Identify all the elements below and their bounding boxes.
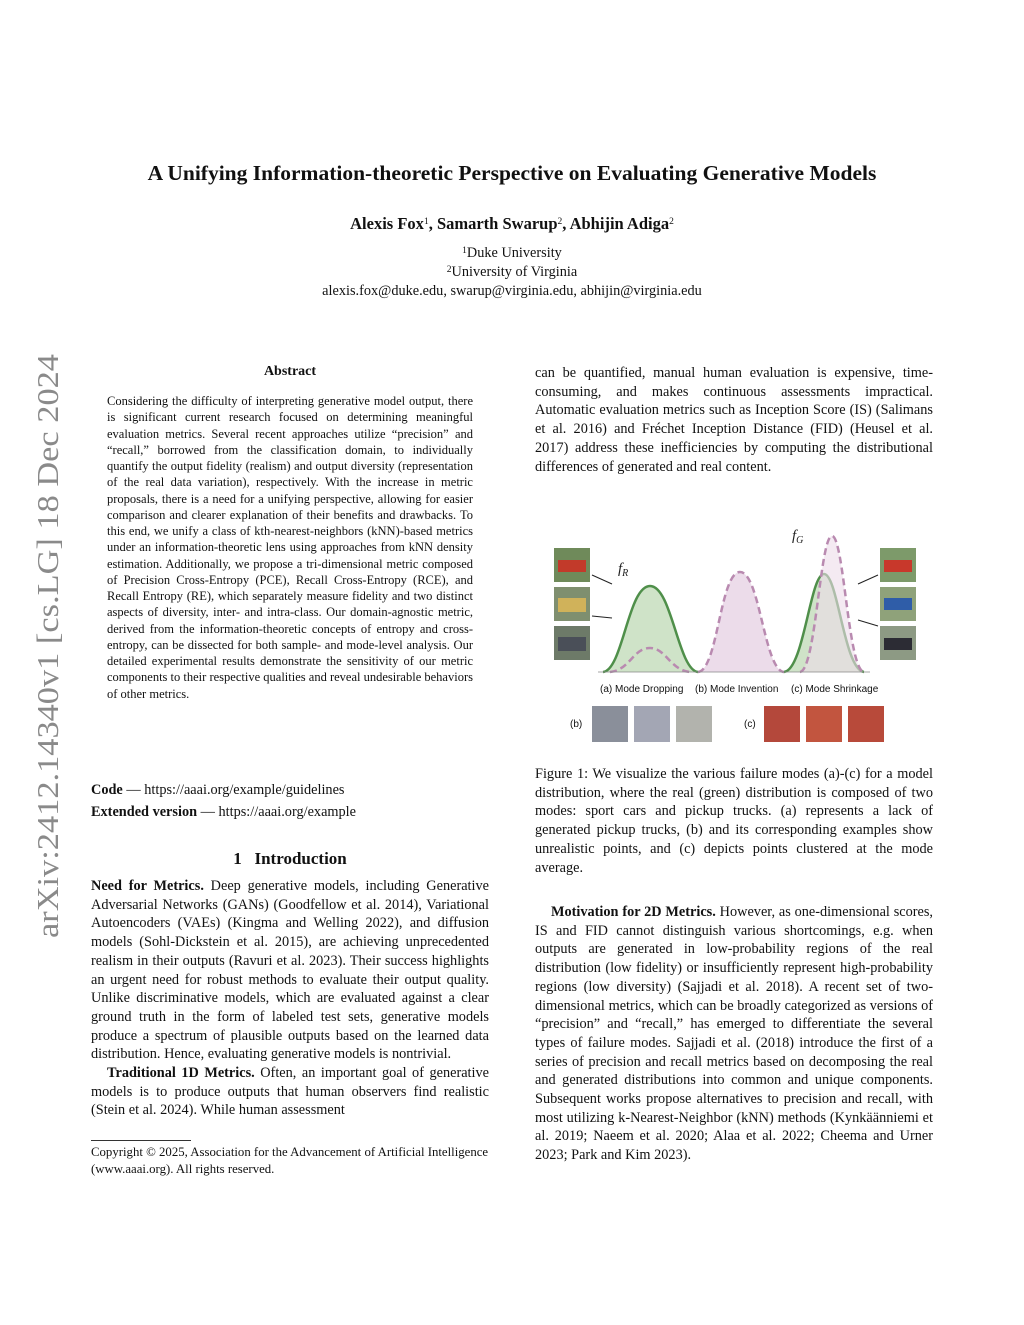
paragraph-text: Deep generative models, including Generative Adversarial Networks (GANs) (Goodfellow et al. 2014), Variational Autoencoders (VAEs) (Kingma and Welling 2022), and diffusion models (Sohl-Dickstein et al. 2015), are achieving unprecedented realism in their outputs (Ravuri et al. 2023). Their success highlights an urgent need for robust methods to evaluate their output quality. Unlike discriminative models, which are evaluated against a clear ground truth in the form of labeled test sets, generative models produce a spectrum of plausible outputs based on the learned data distribution. Hence, evaluating generative models is nontrivial. bbox=[91, 878, 489, 1063]
generated-distribution-fill bbox=[698, 572, 784, 672]
code-url-link[interactable]: https://aaai.org/example/guidelines bbox=[144, 782, 345, 798]
figure-failure-modes bbox=[548, 520, 918, 750]
affil-name: University of Virginia bbox=[451, 264, 578, 280]
real-distribution-fill bbox=[603, 586, 698, 672]
copyright-notice: Copyright © 2025, Association for the Advancement of Artificial Intelligence (www.aaai.org). All rights reserved. bbox=[91, 1145, 489, 1176]
example-image bbox=[764, 706, 800, 742]
thumbnail-image bbox=[558, 560, 586, 572]
real-density-label: $f_R$ bbox=[618, 561, 629, 579]
author-name: Samarth Swarup bbox=[436, 214, 558, 233]
link-separator: — bbox=[197, 804, 219, 820]
paragraph-heading: Motivation for 2D Metrics. bbox=[551, 904, 716, 920]
footnote-divider bbox=[91, 1140, 191, 1141]
example-row-label: (c) bbox=[744, 719, 756, 730]
author-name: Alexis Fox bbox=[350, 214, 424, 233]
extended-version-row bbox=[91, 803, 489, 822]
paragraph-traditional-metrics bbox=[91, 1064, 489, 1120]
example-image bbox=[634, 706, 670, 742]
paragraph-text: However, as one-dimensional scores, IS and FID cannot distinguish various shortcomings, e.g. when outputs are generated in low-probability regions of the real distribution (low fidelity) or insufficiently represent high-probability regions (low diversity) (Sajjadi et al. 2018). A recent set of two-dimensional metrics, which can be broadly categorized as versions of “precision” and “recall,” has emerged to differentiate the several types of failure modes. Sajjadi et al. (2018) introduce the first of a series of precision and recall metrics based on decomposing the real and generated distributions into common and unique components. Subsequent works propose alternatives to precision and recall, with most utilizing k-Nearest-Neighbor (kNN) methods (Kynkäänniemi et al. 2019; Naeem et al. 2020; Alaa et al. 2022; Cheema and Urner 2023; Park and Kim 2023). bbox=[535, 904, 934, 1164]
author-affil-mark: 1 bbox=[423, 217, 429, 227]
paragraph-motivation bbox=[535, 903, 933, 1165]
example-image bbox=[806, 706, 842, 742]
extended-version-link[interactable]: https://aaai.org/example bbox=[218, 804, 357, 820]
section-title: Introduction bbox=[254, 849, 347, 868]
thumbnail-image bbox=[884, 560, 912, 572]
paper-title: A Unifying Information-theoretic Perspective on Evaluating Generative Models bbox=[147, 161, 877, 185]
pointer-line bbox=[592, 616, 612, 618]
paragraph-need-for-metrics bbox=[91, 877, 489, 1064]
extended-version-label: Extended version bbox=[91, 804, 198, 820]
pointer-line bbox=[592, 575, 612, 584]
author-list: Alexis Fox$^1$, Samarth Swarup$^2$, Abhijin Adiga$^2$ bbox=[350, 214, 674, 233]
affiliation-1 bbox=[60, 244, 964, 263]
paragraph-text: Often, an important goal of generative models is to produce outputs that human observers find realistic (Stein et al. 2024). While human assessment bbox=[91, 1065, 490, 1119]
pointer-line bbox=[858, 620, 878, 626]
thumbnail-image bbox=[558, 637, 586, 651]
author-affil-mark: 2 bbox=[557, 217, 563, 227]
link-separator: — bbox=[122, 782, 145, 798]
thumbnail-image bbox=[884, 598, 912, 610]
thumbnail-image bbox=[558, 598, 586, 612]
example-image bbox=[676, 706, 712, 742]
affil-name: Duke University bbox=[466, 245, 562, 261]
section-number: 1 bbox=[233, 849, 242, 868]
author-name: Abhijin Adiga bbox=[569, 214, 670, 233]
thumbnail-image bbox=[884, 638, 912, 650]
author-affil-mark: 2 bbox=[669, 217, 674, 227]
arxiv-stamp bbox=[24, 350, 69, 940]
code-link-row bbox=[91, 781, 489, 800]
introduction-continuation: can be quantified, manual human evaluation is expensive, time-consuming, and makes continuous assessments impractical. Automatic evaluation metrics such as Inception Score (IS) (Salimans et al. 2016) and Fréchet Inception Distance (FID) (Heusel et al. 2017) address these inefficiencies by computing the distributional differences of generated and real content. bbox=[535, 365, 933, 475]
abstract-body: Considering the difficulty of interpreting generative model output, there is significant current research focused on determining meaningful evaluation metrics. Several recent approaches utilize “precision” and “recall,” borrowed from the classification domain, to individually quantify the output fidelity (realism) and output diversity (representation of the real data variation), respectively. With the increase in metric proposals, there is a need for a unifying perspective, allowing for easier comparison and clearer explanation of their benefits and drawbacks. To this end, we unify a class of kth-nearest-neighbors (kNN)-based metrics under an information-theoretic lens using approaches from kNN density estimation. Additionally, we propose a tri-dimensional metric composed of Precision Cross-Entropy (PCE), Recall Cross-Entropy (RCE), and Recall Entropy (RE), which separately measure fidelity and two distinct aspects of diversity, inter- and intra-class. Our domain-agnostic metric, derived from the information-theoretic concepts of entropy and cross-entropy, can be dissected for both sample- and mode-level analysis. Our detailed experimental results demonstrate the sensitivity of our metric components to their respective qualities and reveal undesirable behaviors of other metrics. bbox=[107, 394, 473, 701]
abstract-heading: Abstract bbox=[263, 364, 317, 379]
pointer-line bbox=[858, 575, 878, 584]
author-emails: alexis.fox@duke.edu, swarup@virginia.edu, abhijin@virginia.edu bbox=[322, 283, 702, 299]
code-label: Code bbox=[91, 782, 123, 798]
affil-mark: 1 bbox=[462, 246, 467, 256]
example-row-label: (b) bbox=[570, 719, 583, 730]
affiliation-2 bbox=[60, 263, 964, 282]
mode-label: (a) Mode Dropping bbox=[600, 684, 684, 695]
generated-density-label: $f_G$ bbox=[792, 528, 804, 546]
mode-label: (b) Mode Invention bbox=[695, 684, 779, 695]
affil-mark: 2 bbox=[446, 265, 452, 275]
mode-label: (c) Mode Shrinkage bbox=[791, 684, 879, 695]
arxiv-id: arXiv:2412.14340v1 [cs.LG] 18 Dec 2024 bbox=[31, 419, 65, 938]
example-image bbox=[592, 706, 628, 742]
section-heading-introduction bbox=[91, 848, 489, 870]
figure-caption: Figure 1: We visualize the various failure modes (a)-(c) for a model distribution, where the real (green) distribution is composed of two modes: sport cars and pickup trucks. (a) represents a lack of generated pickup trucks, (b) and its corresponding examples show unrealistic points, and (c) depicts points clustered at the mode average. bbox=[535, 766, 933, 876]
example-image bbox=[848, 706, 884, 742]
paragraph-heading: Need for Metrics. bbox=[91, 878, 204, 894]
paragraph-heading: Traditional 1D Metrics. bbox=[107, 1065, 255, 1082]
introduction-body bbox=[91, 877, 489, 1120]
